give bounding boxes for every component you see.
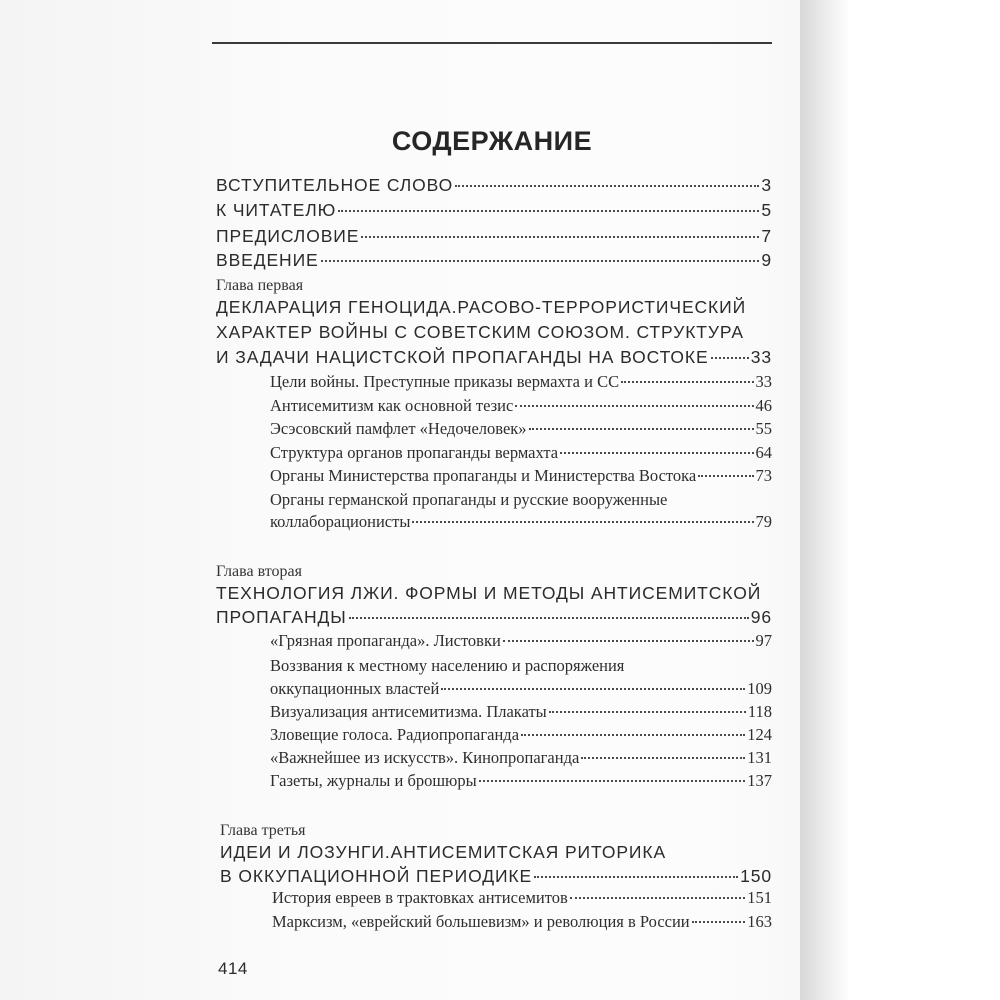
dot-leader [441, 688, 745, 690]
toc-entry-section[interactable] [270, 512, 772, 532]
dot-leader [361, 236, 759, 238]
toc-entry-chapter[interactable] [216, 347, 772, 368]
section-label: Структура органов пропаганды вермахта [270, 443, 559, 462]
section-label: «Грязная пропаганда». Листовки [270, 631, 501, 650]
section-label: Цели войны. Преступные приказы вермахта и СС [270, 372, 620, 391]
toc-entry-page: 64 [755, 443, 772, 462]
toc-entry-page: 150 [740, 866, 772, 886]
chapter-title-text: В ОККУПАЦИОННОЙ ПЕРИОДИКЕ [220, 866, 533, 886]
toc-entry-section[interactable] [270, 702, 772, 722]
section-label-line [270, 490, 772, 510]
page-number: 414 [218, 959, 248, 978]
toc-entry-section[interactable] [270, 419, 772, 439]
section-label: Марксизм, «еврейский большевизм» и революция в России [272, 912, 690, 931]
toc-entry-label: ВВЕДЕНИЕ [216, 250, 319, 270]
toc-entry-page: 97 [755, 631, 772, 650]
toc-entry-section[interactable] [270, 748, 772, 768]
toc-entry-page: 163 [747, 912, 772, 931]
section-label: Визуализация антисемитизма. Плакаты [270, 702, 547, 721]
dot-leader [581, 757, 745, 759]
toc-entry-page: 33 [750, 347, 772, 367]
dot-leader [503, 640, 754, 642]
section-label: Антисемитизм как основной тезис [270, 396, 514, 415]
dot-leader [621, 381, 753, 383]
toc-entry-page: 33 [755, 372, 772, 391]
toc-entry-page: 5 [761, 200, 772, 220]
toc-entry-page: 124 [747, 725, 772, 744]
toc-entry-section[interactable] [270, 725, 772, 745]
toc-entry-page: 96 [750, 607, 772, 627]
section-label: оккупационных властей [270, 679, 440, 698]
header-rule [212, 42, 772, 44]
chapter-title-text: ТЕХНОЛОГИЯ ЛЖИ. ФОРМЫ И МЕТОДЫ АНТИСЕМИТСКОЙ [216, 583, 762, 603]
toc-entry-chapter[interactable] [216, 607, 772, 628]
toc-entry-page: 118 [747, 702, 772, 721]
toc-entry-section[interactable] [270, 443, 772, 463]
section-label: «Важнейшее из искусств». Кинопропаганда [270, 748, 580, 767]
dot-leader [698, 475, 753, 477]
toc-entry-front[interactable] [216, 226, 772, 247]
toc-entry-section[interactable] [272, 912, 772, 932]
toc-entry-front[interactable] [216, 250, 772, 271]
toc-entry-page: 137 [747, 771, 772, 790]
toc-entry-page: 55 [755, 419, 772, 438]
dot-leader [529, 428, 754, 430]
chapter-title-line [216, 583, 772, 604]
chapter-title-line [216, 297, 772, 318]
contents-title: СОДЕРЖАНИЕ [391, 126, 593, 156]
toc-entry-section[interactable] [272, 888, 772, 908]
chapter-title-text: ИДЕИ И ЛОЗУНГИ.АНТИСЕМИТСКАЯ РИТОРИКА [220, 842, 667, 862]
dot-leader [321, 260, 760, 262]
dot-leader [560, 452, 753, 454]
toc-entry-page: 79 [755, 512, 772, 531]
chapter-title-text: И ЗАДАЧИ НАЦИСТСКОЙ ПРОПАГАНДЫ НА ВОСТОКЕ [216, 347, 709, 367]
toc-entry-page: 3 [761, 175, 772, 195]
toc-entry-section[interactable] [270, 466, 772, 486]
toc-entry-page: 109 [747, 679, 772, 698]
toc-entry-label: ПРЕДИСЛОВИЕ [216, 226, 360, 246]
section-label: Органы Министерства пропаганды и Министерства Востока [270, 466, 697, 485]
toc-entry-section[interactable] [270, 679, 772, 699]
chapter-title-text: ПРОПАГАНДЫ [216, 607, 347, 627]
toc-entry-page: 151 [747, 888, 772, 907]
toc-entry-section[interactable] [270, 396, 772, 416]
toc-entry-front[interactable] [216, 175, 772, 196]
page-edge-shadow [800, 0, 1000, 1000]
toc-entry-label: ВСТУПИТЕЛЬНОЕ СЛОВО [216, 175, 454, 195]
dot-leader [515, 405, 753, 407]
section-label: История евреев в трактовках антисемитов [272, 888, 568, 907]
chapter-label: Глава третья [220, 822, 306, 839]
dot-leader [711, 357, 749, 359]
dot-leader [349, 617, 749, 619]
section-label: Эсэсовский памфлет «Недочеловек» [270, 419, 527, 438]
toc-entry-page: 7 [761, 226, 772, 246]
dot-leader [412, 521, 753, 523]
toc-entry-page: 131 [747, 748, 772, 767]
chapter-title-text: ХАРАКТЕР ВОЙНЫ С СОВЕТСКИМ СОЮЗОМ. СТРУКТУРА [216, 322, 744, 342]
section-label: коллаборационисты [270, 512, 411, 531]
dot-leader [570, 897, 745, 899]
toc-entry-page: 73 [755, 466, 772, 485]
dot-leader [338, 210, 759, 212]
toc-entry-page: 46 [755, 396, 772, 415]
chapter-title-line [216, 322, 772, 343]
section-label: Зловещие голоса. Радиопропаганда [270, 725, 520, 744]
toc-entry-chapter[interactable] [220, 866, 772, 887]
section-label: Газеты, журналы и брошюры [270, 771, 477, 790]
toc-entry-section[interactable] [270, 771, 772, 791]
toc-entry-label: К ЧИТАТЕЛЮ [216, 200, 337, 220]
dot-leader [479, 780, 746, 782]
dot-leader [549, 711, 746, 713]
chapter-title-text: ДЕКЛАРАЦИЯ ГЕНОЦИДА.РАСОВО-ТЕРРОРИСТИЧЕСКИЙ [216, 297, 747, 317]
section-label: Органы германской пропаганды и русские вооруженные [270, 490, 668, 509]
section-label: Воззвания к местному населению и распоряжения [270, 656, 625, 675]
toc-entry-front[interactable] [216, 200, 772, 221]
chapter-label: Глава первая [216, 277, 304, 294]
chapter-label: Глава вторая [216, 563, 302, 580]
toc-entry-section[interactable] [270, 631, 772, 651]
dot-leader [534, 876, 738, 878]
dot-leader [455, 185, 759, 187]
dot-leader [521, 734, 745, 736]
dot-leader [692, 921, 746, 923]
toc-entry-page: 9 [761, 250, 772, 270]
toc-entry-section[interactable] [270, 372, 772, 392]
chapter-title-line [220, 842, 772, 863]
section-label-line [270, 656, 772, 676]
